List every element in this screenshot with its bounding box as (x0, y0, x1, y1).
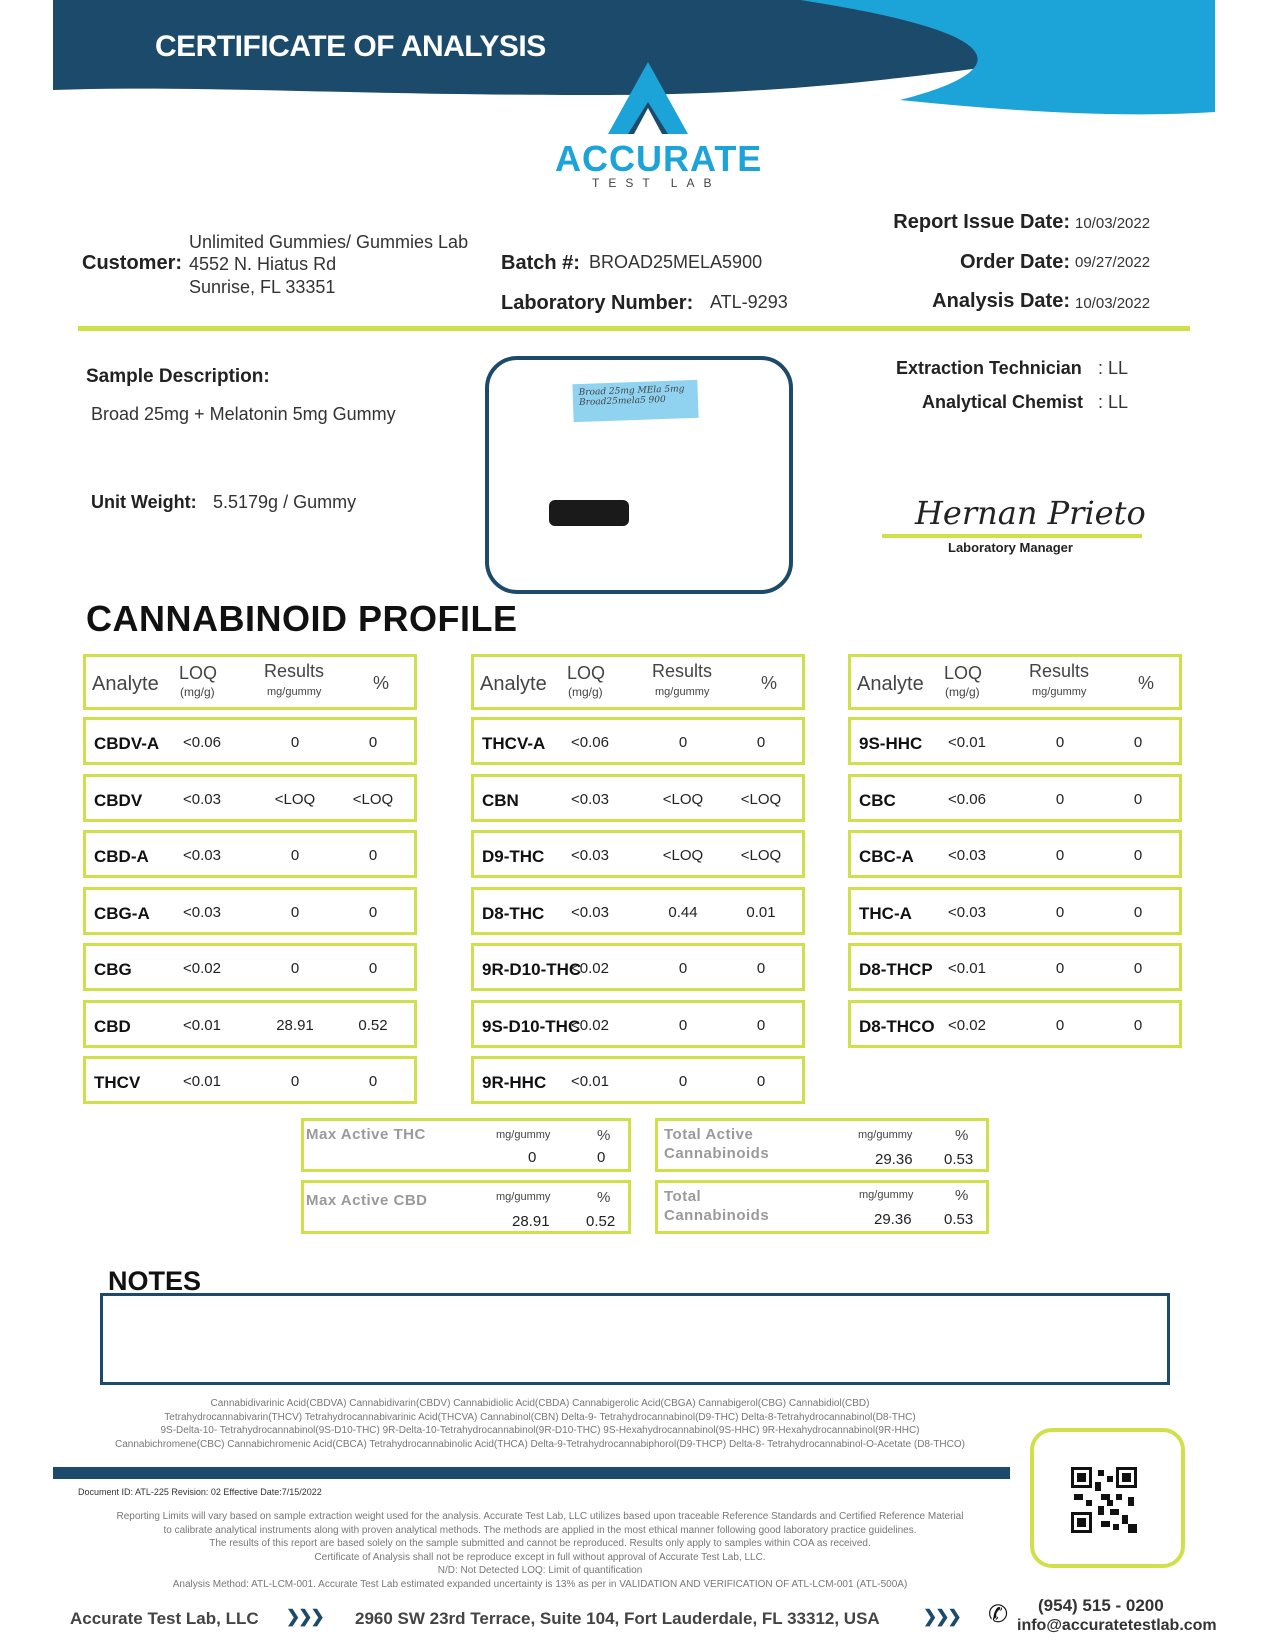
max-active-thc-box (301, 1118, 631, 1172)
header-results: Results (264, 661, 325, 681)
glossary-line: 9S-Delta-10- Tetrahydrocannabinol(9S-D10-THC) 9R-Delta-10-Tetrahydrocannabinol(9R-D10-THC) 9S-Hexahydrocannabinol(9S-HHC) 9R-Hexahydrocannabinol(9R-HHC) (160, 1425, 920, 1436)
analyte-name: CBDV-A (94, 734, 160, 753)
header-results: Results (652, 661, 713, 681)
disclaimer-line: Certificate of Analysis shall not be reproduce except in full without approval of Accurate Test Lab, LLC. (314, 1551, 766, 1563)
analyte-pct: 0 (756, 1073, 766, 1090)
analyte-loq: <0.03 (948, 904, 986, 921)
signature: Hernan Prieto (915, 494, 1146, 532)
disclaimer-line: to calibrate analytical instruments along with proven analytical methods. The methods are applied in the most ethical manner following good laboratory practice guidelines. (163, 1524, 917, 1536)
analyte-loq: <0.02 (948, 1017, 986, 1034)
analyte-name: CBD (94, 1017, 131, 1036)
phone-icon: ✆ (988, 1601, 1009, 1628)
total-mg: 29.36 (874, 1211, 912, 1228)
total-active-label1: Total Active (664, 1126, 754, 1143)
table-row (848, 1000, 1182, 1048)
customer-address: 4552 N. Hiatus Rd (189, 254, 337, 274)
max-thc-unit-mg: mg/gummy (496, 1129, 551, 1141)
analyte-pct: 0 (368, 847, 378, 864)
table-row (848, 774, 1182, 822)
signature-role: Laboratory Manager (948, 540, 1073, 555)
total-label1: Total (664, 1188, 702, 1205)
order-date-value: 09/27/2022 (1075, 254, 1151, 271)
header-results-unit: mg/gummy (267, 686, 322, 698)
customer-city: Sunrise, FL 33351 (189, 277, 336, 297)
max-cbd-mg: 28.91 (512, 1213, 550, 1230)
qr-code-box[interactable] (1030, 1428, 1185, 1568)
total-unit-pct: % (955, 1187, 969, 1204)
max-cbd-unit-pct: % (597, 1189, 611, 1206)
notes-title: NOTES (108, 1266, 202, 1296)
header-loq-unit: (mg/g) (945, 685, 980, 699)
analyte-name: CBN (482, 791, 519, 810)
analyte-pct: 0.01 (746, 904, 776, 921)
glossary-line: Tetrahydrocannabivarin(THCV) Tetrahydrocannabivarinic Acid(THCVA) Cannabinol(CBN) Delta-9- Tetrahydrocannabinol(D9-THC) Delta-8-Tetrahydrocannabinol(D8-THC) (164, 1411, 916, 1423)
chevrons-icon: ❯❯❯ (286, 1607, 323, 1626)
analyte-result: 0 (678, 734, 688, 751)
total-cannabinoids-label (664, 1187, 769, 1225)
analyte-loq: <0.06 (183, 734, 221, 751)
glossary (60, 1397, 1020, 1451)
analyte-pct: 0 (756, 1017, 766, 1034)
analyte-result: 0 (1055, 791, 1065, 808)
unit-weight-label: Unit Weight: (91, 492, 197, 512)
table-row (471, 887, 805, 935)
footer-email[interactable]: info@accuratetestlab.com (1017, 1617, 1217, 1634)
total-active-box (655, 1118, 989, 1172)
header-analyte: Analyte (92, 673, 159, 695)
lab-number-value: ATL-9293 (710, 292, 788, 312)
analyte-loq: <0.03 (571, 847, 609, 864)
table-row (83, 1056, 417, 1104)
divider (78, 326, 1190, 331)
analyte-name: 9S-HHC (859, 734, 923, 753)
analyte-loq: <0.01 (183, 1073, 221, 1090)
unit-weight-value: 5.5179g / Gummy (213, 492, 357, 512)
total-active-label (664, 1125, 769, 1163)
customer-label: Customer: (82, 252, 183, 274)
analyte-loq: <0.06 (948, 791, 986, 808)
disclaimer (60, 1510, 1020, 1591)
total-label2: Cannabinoids (664, 1207, 770, 1224)
total-pct: 0.53 (944, 1211, 974, 1228)
max-cbd-unit-mg: mg/gummy (496, 1191, 551, 1203)
header-loq-unit: (mg/g) (568, 685, 603, 699)
customer-name: Unlimited Gummies/ Gummies Lab (189, 232, 469, 252)
analyte-pct: 0 (756, 960, 766, 977)
header-analyte: Analyte (857, 673, 924, 695)
table-row (471, 830, 805, 878)
header-loq-unit: (mg/g) (180, 685, 215, 699)
total-cannabinoids-box (655, 1180, 989, 1234)
analysis-date-label: Analysis Date: (932, 290, 1070, 312)
analyte-name: 9R-D10-THC (482, 960, 582, 979)
header-results: Results (1029, 661, 1090, 681)
batch-label: Batch #: (501, 252, 580, 274)
analyte-result: 0.44 (668, 904, 698, 921)
table-row (471, 774, 805, 822)
header-pct: % (761, 673, 778, 693)
glossary-line: Cannabidivarinic Acid(CBDVA) Cannabidivarin(CBDV) Cannabidiolic Acid(CBDA) Cannabigerolic Acid(CBGA) Cannabigerol(CBG) Cannabidiol(CBD) (210, 1398, 870, 1409)
table-row (471, 717, 805, 765)
qr-code-icon (1071, 1467, 1137, 1533)
analyte-pct: <LOQ (740, 791, 782, 808)
analyte-loq: <0.03 (183, 847, 221, 864)
total-active-label2: Cannabinoids (664, 1145, 770, 1162)
photo-tag-line1: Broad 25mg MEla 5mg (578, 384, 685, 398)
analyte-pct: 0 (1133, 1017, 1143, 1034)
analyte-name: CBG (94, 960, 132, 979)
header-analyte: Analyte (480, 673, 547, 695)
analyte-loq: <0.01 (571, 1073, 609, 1090)
sample-description-value: Broad 25mg + Melatonin 5mg Gummy (91, 404, 396, 424)
analyte-result: <LOQ (662, 791, 704, 808)
header-pct: % (1138, 673, 1155, 693)
sample-description-label: Sample Description: (86, 366, 270, 387)
sample-photo (485, 356, 793, 594)
analyte-pct: 0 (1133, 734, 1143, 751)
header-pct: % (373, 673, 390, 693)
disclaimer-line: Reporting Limits will vary based on sample extraction weight used for the analysis. Accurate Test Lab, LLC utilizes based upon traceable Reference Standards and Certified Reference Material (116, 1511, 964, 1522)
max-cbd-pct: 0.52 (586, 1213, 616, 1230)
table-header (848, 654, 1182, 710)
analyte-loq: <0.06 (571, 734, 609, 751)
analyte-name: D9-THC (482, 847, 545, 866)
header-loq: LOQ (944, 663, 983, 683)
extraction-tech-label: Extraction Technician (896, 358, 1082, 378)
max-thc-unit-pct: % (597, 1127, 611, 1144)
analyte-result: <LOQ (662, 847, 704, 864)
header-results-unit: mg/gummy (1032, 686, 1087, 698)
footer-bar (53, 1467, 1010, 1479)
footer-phone[interactable]: (954) 515 - 0200 (1038, 1596, 1164, 1615)
max-active-cbd-box (301, 1180, 631, 1234)
analyte-result: 0 (1055, 847, 1065, 864)
header-results-unit: mg/gummy (655, 686, 710, 698)
analyte-loq: <0.01 (948, 960, 986, 977)
sample-label-tag (572, 380, 698, 422)
analyte-pct: 0.52 (358, 1017, 388, 1034)
analyte-pct: <LOQ (352, 791, 394, 808)
max-thc-pct: 0 (597, 1149, 606, 1166)
disclaimer-line: The results of this report are based solely on the sample submitted and cannot be reproduced. Results only apply to samples within COA as received. (209, 1538, 871, 1549)
chemist-label: Analytical Chemist (922, 392, 1084, 412)
analyte-result: 0 (678, 1073, 688, 1090)
analyte-result: 0 (678, 960, 688, 977)
total-active-mg: 29.36 (875, 1151, 913, 1168)
accurate-logo-icon (608, 62, 688, 134)
analyte-name: D8-THCP (859, 960, 933, 979)
table-row (471, 943, 805, 991)
section-title: CANNABINOID PROFILE (86, 598, 518, 639)
analyte-result: 0 (678, 1017, 688, 1034)
analyte-pct: 0 (368, 1073, 378, 1090)
analyte-loq: <0.01 (948, 734, 986, 751)
analyte-loq: <0.03 (571, 904, 609, 921)
analyte-result: 0 (1055, 904, 1065, 921)
max-thc-mg: 0 (528, 1149, 537, 1166)
chemist-value: : LL (1098, 392, 1129, 412)
analyte-pct: 0 (368, 960, 378, 977)
analyte-loq: <0.03 (571, 791, 609, 808)
table-row (83, 943, 417, 991)
report-date-label: Report Issue Date: (893, 211, 1070, 233)
max-cbd-label: Max Active CBD (306, 1192, 428, 1209)
analyte-name: 9S-D10-THC (482, 1017, 581, 1036)
analyte-loq: <0.03 (183, 904, 221, 921)
analyte-result: 0 (290, 904, 300, 921)
analyte-loq: <0.02 (183, 960, 221, 977)
analyte-name: 9R-HHC (482, 1073, 547, 1092)
table-row (848, 943, 1182, 991)
analyte-pct: 0 (1133, 960, 1143, 977)
chevrons-icon: ❯❯❯ (923, 1607, 960, 1626)
analyte-result: 0 (290, 960, 300, 977)
analyte-name: CBC (859, 791, 896, 810)
table-row (471, 1000, 805, 1048)
analyte-result: 0 (1055, 1017, 1065, 1034)
header-loq: LOQ (179, 663, 218, 683)
table-row (83, 887, 417, 935)
analyte-loq: <0.03 (183, 791, 221, 808)
analyte-result: 0 (1055, 734, 1065, 751)
footer-company: Accurate Test Lab, LLC (70, 1609, 259, 1628)
total-unit-mg: mg/gummy (859, 1189, 914, 1201)
disclaimer-line: Analysis Method: ATL-LCM-001. Accurate Test Lab estimated expanded uncertainty is 13% as per in VALIDATION AND VERIFICATION OF ATL-LCM-001 (ATL-500A) (172, 1578, 908, 1590)
analyte-name: CBDV (94, 791, 143, 810)
analyte-pct: 0 (1133, 847, 1143, 864)
analyte-name: CBD-A (94, 847, 149, 866)
analyte-result: 0 (1055, 960, 1065, 977)
extraction-tech-value: : LL (1098, 358, 1129, 378)
total-active-unit-mg: mg/gummy (858, 1129, 913, 1141)
analyte-name: D8-THCO (859, 1017, 935, 1036)
table-row (83, 717, 417, 765)
table-row (83, 1000, 417, 1048)
total-active-pct: 0.53 (944, 1151, 974, 1168)
analyte-result: 0 (290, 1073, 300, 1090)
table-row (471, 1056, 805, 1104)
table-row (848, 887, 1182, 935)
table-row (848, 830, 1182, 878)
batch-value: BROAD25MELA5900 (589, 252, 763, 272)
analyte-result: 0 (290, 847, 300, 864)
glossary-line: Cannabichromene(CBC) Cannabichromenic Acid(CBCA) Tetrahydrocannabinolic Acid(THCA) Delta-9-Tetrahydrocannabiphorol(D9-THCP) Delta-8- Tetrahydrocannabinol-O-Acetate (D8-THCO) (115, 1438, 965, 1450)
table-header (471, 654, 805, 710)
analysis-date-value: 10/03/2022 (1075, 295, 1151, 312)
analyte-name: THCV (94, 1073, 141, 1092)
order-date-label: Order Date: (959, 251, 1070, 273)
analyte-name: D8-THC (482, 904, 545, 923)
analyte-loq: <0.02 (571, 1017, 609, 1034)
analyte-pct: <LOQ (740, 847, 782, 864)
max-thc-label: Max Active THC (306, 1126, 426, 1143)
analyte-loq: <0.01 (183, 1017, 221, 1034)
lab-number-label: Laboratory Number: (501, 292, 694, 314)
report-date-value: 10/03/2022 (1075, 215, 1151, 232)
analyte-pct: 0 (756, 734, 766, 751)
photo-tag-line2: Broad25mela5 900 (578, 394, 666, 408)
analyte-result: 0 (290, 734, 300, 751)
analyte-pct: 0 (1133, 791, 1143, 808)
analyte-loq: <0.03 (948, 847, 986, 864)
total-active-unit-pct: % (955, 1127, 969, 1144)
analyte-name: THC-A (859, 904, 912, 923)
table-row (83, 774, 417, 822)
gummy-image (549, 500, 629, 526)
signature-line (882, 534, 1142, 538)
logo-wordmark: ACCURATE (555, 138, 763, 179)
analyte-pct: 0 (368, 734, 378, 751)
document-info: Document ID: ATL-225 Revision: 02 Effective Date:7/15/2022 (78, 1487, 322, 1497)
table-row (848, 717, 1182, 765)
analyte-loq: <0.02 (571, 960, 609, 977)
table-header (83, 654, 417, 710)
disclaimer-line: N/D: Not Detected LOQ: Limit of quantification (437, 1565, 643, 1576)
analyte-name: CBC-A (859, 847, 914, 866)
notes-box (100, 1293, 1170, 1385)
analyte-result: <LOQ (274, 791, 316, 808)
analyte-result: 28.91 (276, 1017, 314, 1034)
analyte-name: CBG-A (94, 904, 150, 923)
analyte-pct: 0 (1133, 904, 1143, 921)
table-row (83, 830, 417, 878)
analyte-pct: 0 (368, 904, 378, 921)
logo-subtitle: TEST LAB (592, 176, 721, 190)
footer-address: 2960 SW 23rd Terrace, Suite 104, Fort Lauderdale, FL 33312, USA (355, 1609, 880, 1628)
header-loq: LOQ (567, 663, 606, 683)
analyte-name: THCV-A (482, 734, 546, 753)
document-title: CERTIFICATE OF ANALYSIS (155, 30, 546, 63)
